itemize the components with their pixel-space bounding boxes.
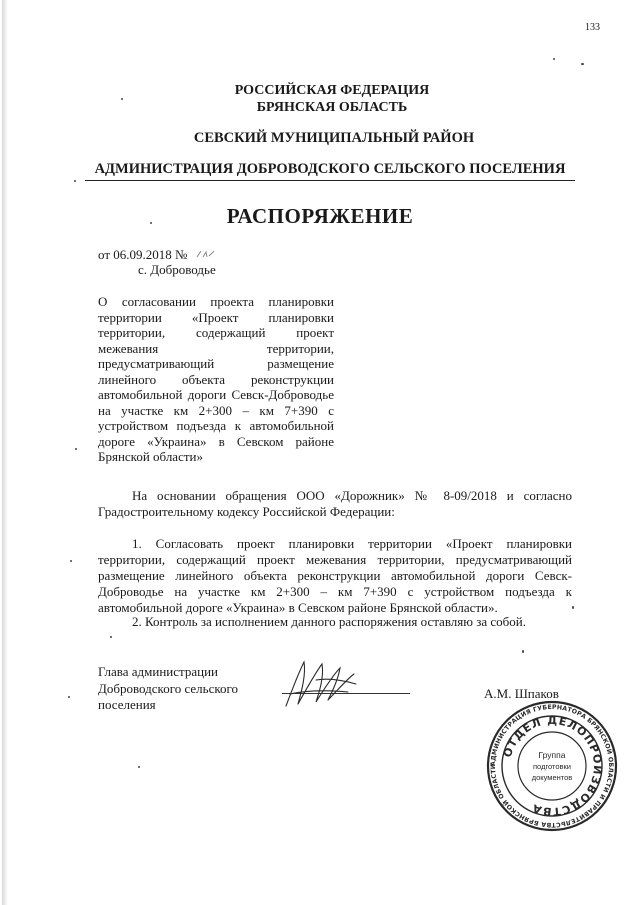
- stamp-ring-text: ОТДЕЛ ДЕЛОПРОИЗВОДСТВА: [500, 713, 605, 819]
- position-line-2: Доброводского сельского: [98, 680, 239, 696]
- signatory-position: [98, 664, 238, 714]
- scan-speck: [110, 636, 112, 638]
- scan-speck: [138, 766, 140, 768]
- order-item-1: 1. Согласовать проект планировки территории «Проект планировки территории, содержащий проект межевания территории, предусматривающий размещение линейного объекта реконструкции автомобильной дороги Севск-Доброводье на участке км 2+300 – км 7+390 с устройством подъезда к автомобильной дороге «Украина» в Севском районе Брянской области».: [98, 536, 572, 615]
- document-date-number: [98, 247, 217, 263]
- stamp-outer-text: АДМИНИСТРАЦИЯ ГУБЕРНАТОРА БРЯНСКОЙ ОБЛАСТИ И ПРАВИТЕЛЬСТВА БРЯНСКОЙ ОБЛАСТИ: [489, 703, 615, 829]
- scan-speck: [553, 58, 555, 60]
- scan-speck: [572, 606, 574, 609]
- stamp-center-line-1: Группа: [538, 750, 566, 760]
- official-stamp-seal: [486, 700, 618, 832]
- handwritten-signature: [268, 650, 378, 720]
- document-place: с. Доброводье: [138, 262, 216, 277]
- signatory-name: А.М. Шпаков: [484, 686, 559, 701]
- header-country: РОССИЙСКАЯ ФЕДЕРАЦИЯ: [234, 83, 430, 98]
- scan-speck: [68, 696, 70, 698]
- header-underline: [85, 180, 575, 181]
- header-region: БРЯНСКАЯ ОБЛАСТЬ: [256, 100, 408, 115]
- document-subject: О согласовании проекта планировки территории «Проект планировки территории, содержащий проект межевания территории, предусматривающий размещение линейного объекта реконструкции автомобильной дороги Севск-Доброводье на участке км 2+300 – км 7+390 с устройством подъезда к автомобильной дороге «Украина» в Севском районе Брянской области»: [98, 294, 334, 464]
- page-number: 133: [585, 22, 600, 33]
- stamp-center-line-3: документов: [531, 773, 573, 782]
- header-district: СЕВСКИЙ МУНИЦИПАЛЬНЫЙ РАЙОН: [193, 130, 475, 146]
- header-administration: АДМИНИСТРАЦИЯ ДОБРОВОДСКОГО СЕЛЬСКОГО ПОСЕЛЕНИЯ: [94, 161, 566, 177]
- scan-speck: [150, 222, 152, 224]
- stamp-center-line-2: подготовки: [533, 762, 571, 771]
- position-line-1: Глава администрации: [98, 664, 219, 679]
- scan-speck: [70, 560, 72, 562]
- position-line-3: поселения: [98, 697, 156, 712]
- scan-speck: [75, 448, 77, 450]
- scan-edge-shadow: [2, 0, 8, 905]
- handwritten-number-mark: [195, 248, 217, 260]
- basis-paragraph: На основании обращения ООО «Дорожник» № 8-09/2018 и согласно Градостроительному кодексу Российской Федерации:: [98, 488, 572, 519]
- scan-speck: [121, 98, 123, 100]
- document-title: РАСПОРЯЖЕНИЕ: [226, 204, 414, 228]
- scan-speck: [522, 650, 524, 653]
- date-line: от 06.09.2018 №: [98, 247, 188, 262]
- scan-speck: [74, 180, 76, 182]
- order-item-2: 2. Контроль за исполнением данного распоряжения оставляю за собой.: [132, 614, 526, 629]
- scan-speck: [581, 63, 584, 65]
